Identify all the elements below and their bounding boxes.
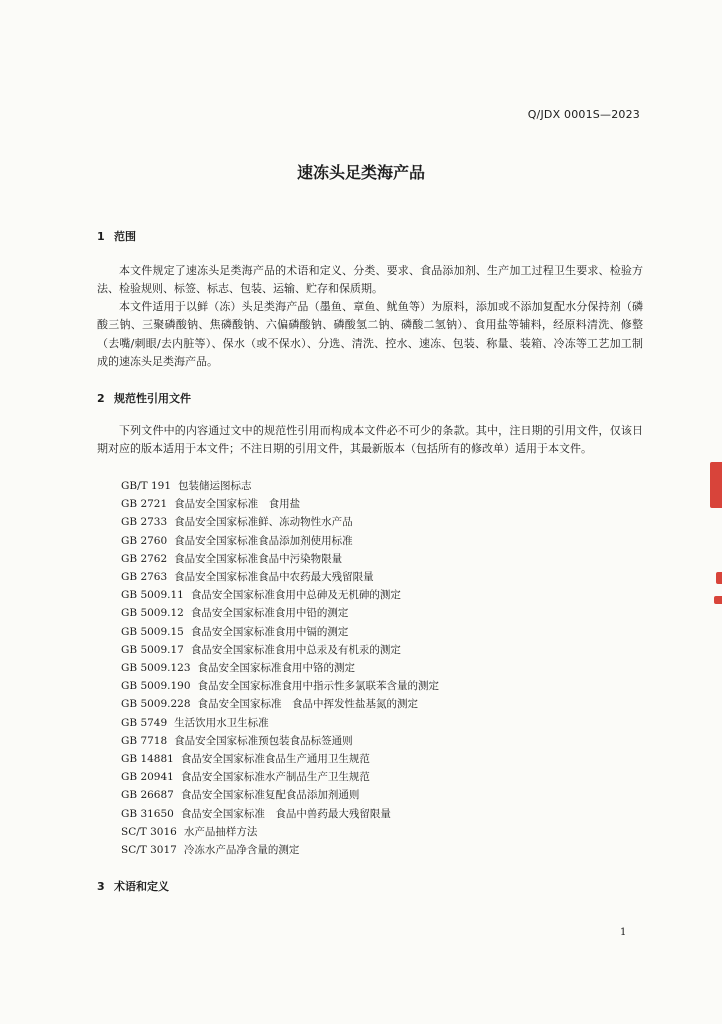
reference-code: GB 31650 [121, 807, 174, 820]
reference-title: 食品安全国家标准鲜、冻动物性水产品 [174, 516, 353, 529]
reference-item [121, 495, 439, 513]
reference-code: GB 2762 [121, 552, 168, 565]
reference-item [121, 750, 439, 768]
reference-item [121, 714, 439, 732]
reference-item [121, 568, 439, 586]
reference-title: 食品安全国家标准食用中总汞及有机汞的测定 [190, 643, 401, 656]
document-code: Q/JDX 0001S—2023 [527, 108, 640, 121]
reference-code: GB/T 191 [121, 480, 172, 492]
scope-paragraph-1: 本文件规定了速冻头足类海产品的术语和定义、分类、要求、食品添加剂、生产加工过程卫生要求、检验方法、检验规则、标签、标志、包装、运输、贮存和保质期。 [97, 264, 643, 296]
reference-item [121, 823, 439, 841]
section-title: 术语和定义 [114, 880, 169, 893]
reference-code: GB 14881 [121, 753, 174, 766]
reference-title: 食品安全国家标准食用中镉的测定 [190, 625, 349, 638]
reference-code: GB 5009.123 [121, 662, 191, 675]
reference-item [121, 532, 439, 550]
section-1-heading [97, 228, 136, 244]
seal-bar-top [710, 462, 722, 508]
reference-code: GB 20941 [121, 771, 174, 784]
section-2-heading [97, 390, 191, 406]
reference-item [121, 677, 439, 695]
reference-title: 冷冻水产品净含量的测定 [183, 844, 300, 857]
normative-intro-paragraph: 下列文件中的内容通过文中的规范性引用而构成本文件必不可少的条款。其中，注日期的引用文件，仅该日期对应的版本适用于本文件；不注日期的引用文件，其最新版本（包括所有的修改单）适用于本文件。 [97, 424, 643, 456]
reference-item [121, 477, 439, 495]
reference-code: GB 5749 [121, 716, 168, 729]
reference-title: 水产品抽样方法 [183, 825, 258, 838]
reference-item [121, 659, 439, 677]
reference-title: 食品安全国家标准食品生产通用卫生规范 [180, 753, 370, 766]
section-number: 1 [97, 230, 105, 243]
reference-code: GB 5009.228 [121, 698, 191, 711]
reference-code: GB 26687 [121, 789, 174, 802]
reference-item [121, 768, 439, 786]
reference-code: GB 5009.12 [121, 607, 184, 620]
seal-bar-middle [716, 572, 722, 584]
reference-title: 食品安全国家标准食品添加剂使用标准 [174, 534, 353, 547]
reference-item [121, 550, 439, 568]
reference-code: GB 2760 [121, 534, 168, 547]
reference-title: 包装储运图标志 [178, 480, 252, 492]
reference-code: GB 5009.190 [121, 680, 191, 693]
reference-item [121, 623, 439, 641]
reference-code: GB 5009.17 [121, 643, 184, 656]
scope-paragraph-2: 本文件适用于以鲜（冻）头足类海产品（墨鱼、章鱼、鱿鱼等）为原料，添加或不添加复配水分保持剂（磷酸三钠、三聚磷酸钠、焦磷酸钠、六偏磷酸钠、磷酸氢二钠、磷酸二氢钠）、食用盐等辅料，经原料清洗、修整（去嘴/刺眼/去内脏等）、保水（或不保水）、分选、清洗、控水、速冻、包装、称量、装箱、冷冻等工艺加工制成的速冻头足类海产品。 [97, 300, 643, 368]
reference-title: 食品安全国家标准食用中指示性多氯联苯含量的测定 [197, 680, 440, 693]
reference-code: SC/T 3017 [121, 844, 177, 857]
document-title: 速冻头足类海产品 [296, 163, 425, 182]
section-3-heading [97, 878, 169, 894]
reference-code: GB 5009.11 [121, 589, 184, 602]
reference-title: 生活饮用水卫生标准 [174, 716, 269, 729]
page-number: 1 [620, 927, 627, 938]
reference-item [121, 695, 439, 713]
reference-title: 食品安全国家标准复配食品添加剂通则 [180, 789, 360, 802]
section-title: 范围 [114, 230, 136, 243]
reference-code: GB 2733 [121, 516, 168, 529]
normative-reference-list [121, 477, 439, 859]
reference-item [121, 604, 439, 622]
reference-code: GB 2721 [121, 498, 168, 511]
reference-title: 食品安全国家标准 食用盐 [174, 498, 301, 511]
reference-title: 食品安全国家标准食用中总砷及无机砷的测定 [190, 589, 401, 602]
section-title: 规范性引用文件 [114, 392, 191, 405]
seal-bar-bottom [714, 596, 722, 604]
seal-fragment [710, 462, 722, 612]
reference-title: 食品安全国家标准食用中铅的测定 [190, 607, 349, 620]
reference-item [121, 805, 439, 823]
reference-item [121, 786, 439, 804]
reference-title: 食品安全国家标准 食品中挥发性盐基氮的测定 [197, 698, 419, 711]
reference-code: GB 5009.15 [121, 625, 184, 638]
reference-title: 食品安全国家标准食品中农药最大残留限量 [174, 571, 374, 584]
reference-title: 食品安全国家标准预包装食品标签通则 [174, 734, 353, 747]
reference-item [121, 641, 439, 659]
reference-title: 食品安全国家标准 食品中兽药最大残留限量 [180, 807, 391, 820]
reference-item [121, 586, 439, 604]
section-number: 3 [97, 880, 105, 893]
reference-code: GB 2763 [121, 571, 168, 584]
reference-code: GB 7718 [121, 734, 168, 747]
reference-title: 食品安全国家标准食品中污染物限量 [174, 552, 343, 565]
reference-title: 食品安全国家标准食用中铬的测定 [197, 662, 356, 675]
reference-item [121, 732, 439, 750]
section-number: 2 [97, 392, 105, 405]
reference-item [121, 841, 439, 859]
reference-title: 食品安全国家标准水产制品生产卫生规范 [180, 771, 370, 784]
reference-code: SC/T 3016 [121, 825, 177, 838]
reference-item [121, 513, 439, 531]
